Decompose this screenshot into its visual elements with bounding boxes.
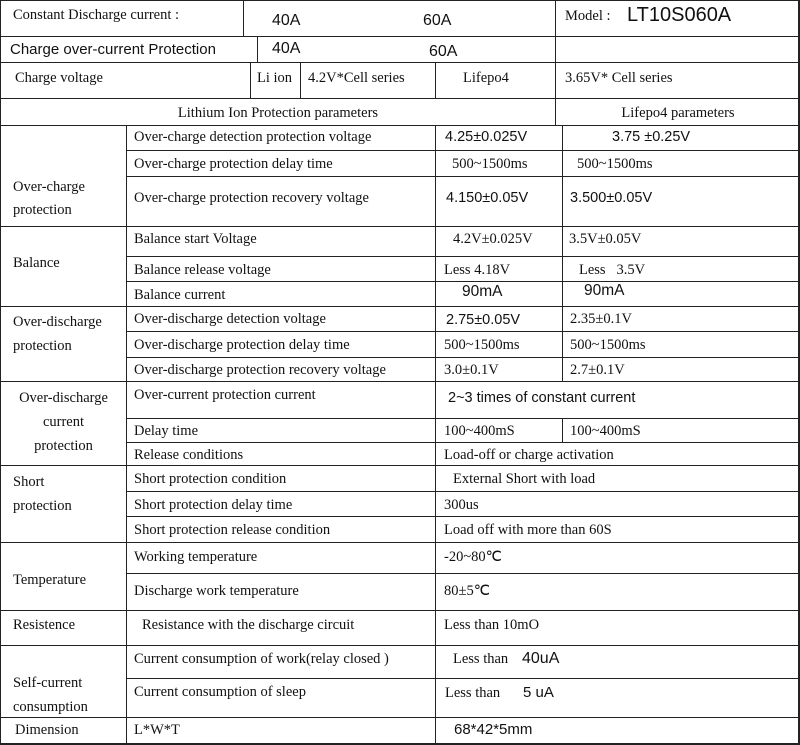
group-resistance: Resistence: [0, 610, 126, 645]
param-od-recovery: Over-discharge protection recovery voltage: [126, 357, 435, 381]
group-overcharge: Over-charge protection: [0, 125, 126, 226]
param-oc-detect: Over-charge detection protection voltage: [126, 125, 435, 150]
value-ocp-release: Load-off or charge activation: [435, 442, 800, 465]
param-oc-recovery: Over-charge protection recovery voltage: [126, 176, 435, 226]
value-temp-discharge: 80±5℃: [435, 573, 800, 610]
model-value: LT10S060A: [627, 4, 732, 26]
li-oc-detect: 4.25±0.025V: [435, 125, 562, 150]
value-40a: 40A: [272, 40, 301, 57]
lifepo4-label: Lifepo4: [435, 62, 555, 98]
self-sleep-less-than: Less than: [445, 685, 501, 701]
value-self-work: [435, 645, 800, 678]
self-work-value: 40uA: [522, 650, 560, 667]
li-bal-start: 4.2V±0.025V: [435, 226, 562, 256]
param-self-work: Current consumption of work(relay closed ): [126, 645, 435, 678]
group-overdischarge: Over-discharge protection: [0, 306, 126, 381]
value-60a: 60A: [429, 43, 458, 60]
fe-ocp-delay: 100~400mS: [562, 418, 800, 442]
value-60a: 60A: [423, 12, 452, 29]
param-bal-start: Balance start Voltage: [126, 226, 435, 256]
param-od-delay: Over-discharge protection delay time: [126, 331, 435, 357]
group-balance: Balance: [0, 226, 126, 306]
group-short: Short protection: [0, 465, 126, 542]
li-ocp-delay: 100~400mS: [435, 418, 562, 442]
charge-overcurrent-values: [257, 36, 555, 62]
fe-oc-delay: 500~1500ms: [562, 150, 800, 176]
li-ion-cell-voltage: 4.2V*Cell series: [300, 62, 435, 98]
param-bal-release: Balance release voltage: [126, 256, 435, 281]
header-label: Constant Discharge current :: [0, 0, 243, 36]
lifepo4-params-header: Lifepo4 parameters: [555, 98, 800, 125]
value-self-sleep: [435, 678, 800, 717]
lifepo4-cell-voltage: 3.65V* Cell series: [555, 62, 800, 98]
param-ocp-release: Release conditions: [126, 442, 435, 465]
self-work-less-than: Less than: [453, 651, 509, 667]
param-bal-current: Balance current: [126, 281, 435, 306]
group-temperature: Temperature: [0, 542, 126, 610]
self-sleep-value: 5 uA: [523, 684, 554, 701]
param-sc-delay: Short protection delay time: [126, 491, 435, 516]
param-oc-delay: Over-charge protection delay time: [126, 150, 435, 176]
value-sc-delay: 300us: [435, 491, 800, 516]
param-ocp-delay: Delay time: [126, 418, 435, 442]
param-sc-condition: Short protection condition: [126, 465, 435, 491]
fe-bal-release: Less 3.5V: [562, 256, 800, 281]
param-sc-release: Short protection release condition: [126, 516, 435, 542]
li-bal-release: Less 4.18V: [435, 256, 562, 281]
param-od-detect: Over-discharge detection voltage: [126, 306, 435, 331]
param-temp-work: Working temperature: [126, 542, 435, 573]
li-ion-label: Li ion: [250, 62, 300, 98]
group-dimension: Dimension: [0, 717, 126, 745]
model-cell: [555, 0, 800, 36]
fe-od-recovery: 2.7±0.1V: [562, 357, 800, 381]
param-temp-discharge: Discharge work temperature: [126, 573, 435, 610]
charge-voltage-label: Charge voltage: [0, 62, 250, 98]
value-40a: 40A: [272, 12, 301, 29]
li-od-recovery: 3.0±0.1V: [435, 357, 562, 381]
li-oc-delay: 500~1500ms: [435, 150, 562, 176]
value-resistance: Less than 10mO: [435, 610, 800, 645]
fe-oc-detect: 3.75 ±0.25V: [562, 125, 800, 150]
value-dimension: 68*42*5mm: [435, 717, 800, 745]
li-ion-params-header: Lithium Ion Protection parameters: [0, 98, 555, 125]
blank-cell: [555, 36, 800, 62]
fe-od-delay: 500~1500ms: [562, 331, 800, 357]
param-self-sleep: Current consumption of sleep: [126, 678, 435, 717]
li-od-detect: 2.75±0.05V: [435, 306, 562, 331]
model-label: Model :: [565, 8, 611, 24]
group-selfcurrent: Self-current consumption: [0, 645, 126, 717]
header-value-a: [243, 0, 555, 36]
value-sc-release: Load off with more than 60S: [435, 516, 800, 542]
value-sc-condition: External Short with load: [435, 465, 800, 491]
li-bal-current: 90mA: [435, 281, 562, 306]
group-overcurrent: Over-discharge current protection: [0, 381, 126, 465]
value-temp-work: -20~80℃: [435, 542, 800, 573]
charge-overcurrent-label: Charge over-current Protection: [0, 36, 257, 62]
param-dimension: L*W*T: [126, 717, 435, 745]
param-ocp-current: Over-current protection current: [126, 381, 435, 418]
param-resistance: Resistance with the discharge circuit: [126, 610, 435, 645]
li-oc-recovery: 4.150±0.05V: [435, 176, 562, 226]
fe-bal-start: 3.5V±0.05V: [562, 226, 800, 256]
li-od-delay: 500~1500ms: [435, 331, 562, 357]
fe-od-detect: 2.35±0.1V: [562, 306, 800, 331]
fe-oc-recovery: 3.500±0.05V: [562, 176, 800, 226]
value-ocp-current: 2~3 times of constant current: [435, 381, 800, 418]
fe-bal-current: 90mA: [562, 281, 800, 306]
